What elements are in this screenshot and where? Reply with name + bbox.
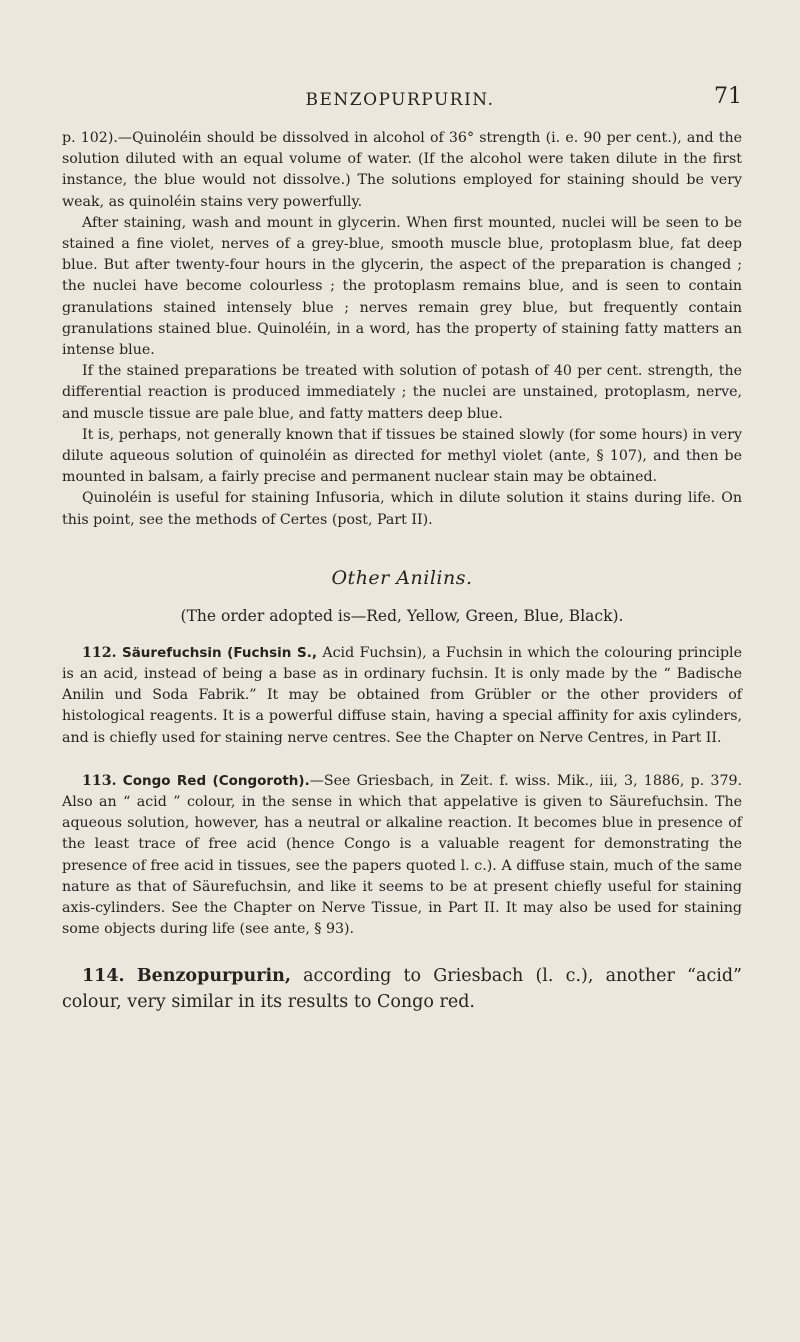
section-114	[62, 963, 742, 1015]
paragraph-potash: If the stained preparations be treated with solution of potash of 40 per cent. strength, the differential reaction is produced immediately ; the nuclei are unstained, protoplasm, nerve, and muscle tissue are pale blue, and fatty matters deep blue.	[62, 363, 742, 422]
paragraph-infusoria: Quinoléin is useful for staining Infusoria, which in dilute solution it stains during life. On this point, see the methods of Certes (post, Part II).	[62, 490, 742, 528]
section-text: —See Griesbach, in Zeit. f. wiss. Mik., iii, 3, 1886, p. 379. Also an “ acid ” colour, in the sense in which that appelative is given to Säurefuchsin. The aqueous solution, however, has a neutral or alkaline reaction. It becomes blue in presence of the least trace of free acid (hence Congo is a valuable reagent for demonstrating the presence of free acid in tissues, see the papers quoted l. c.). A diffuse stain, much of the same nature as that of Säurefuchsin, and like it seems to be at present chiefly useful for staining axis-cylinders. See the Chapter on Nerve Tissue, in Part II. It may also be used for staining some objects during life (see ante, § 93).	[62, 772, 743, 938]
running-title: BENZOPURPURIN.	[305, 90, 495, 110]
section-title: Congo Red (Congoroth).	[122, 772, 310, 789]
page-body	[62, 128, 742, 1015]
section-113	[62, 771, 742, 941]
section-heading: Other Anilins.	[331, 566, 473, 589]
section-113-paragraph	[62, 771, 742, 941]
section-text: according to Griesbach (l. c.), another “acid” colour, very similar in its results to Congo red.	[62, 965, 742, 1012]
page-number: 71	[714, 84, 742, 109]
section-112	[62, 643, 742, 749]
paragraph-after-staining: After staining, wash and mount in glycerin. When first mounted, nuclei will be seen to be stained a fine violet, nerves of a grey-blue, smooth muscle blue, protoplasm blue, fat deep blue. But after twenty-four hours in the glycerin, the aspect of the preparation is changed ; the nuclei have become colourless ; the protoplasm remains blue, and is seen to contain granulations stained intensely blue ; nerves remain grey blue, but frequently contain granulations stained blue. Quinoléin, in a word, has the property of staining fatty matters an intense blue.	[62, 214, 742, 359]
section-subheading: (The order adopted is—Red, Yellow, Green, Blue, Black).	[180, 606, 624, 625]
paragraph-quinolein-solution: p. 102).—Quinoléin should be dissolved in alcohol of 36° strength (i. e. 90 per cent.), and the solution diluted with an equal volume of water. (If the alcohol were taken dilute in the first instance, the blue would not dissolve.) The solutions employed for staining should be very weak, as quinoléin stains very powerfully.	[62, 130, 742, 210]
section-number: 114.	[82, 965, 125, 986]
section-text: Acid Fuchsin), a Fuchsin in which the colouring principle is an acid, instead of being a base as in ordinary fuchsin. It is only made by the “ Badische Anilin und Soda Fabrik.” It may be obtained from Grübler or the other providers of histological reagents. It is a powerful diffuse stain, having a special affinity for axis cylinders, and is chiefly used for staining nerve centres. See the Chapter on Nerve Centres, in Part II.	[62, 644, 742, 746]
paragraph-slow-staining: It is, perhaps, not generally known that if tissues be stained slowly (for some hours) in very dilute aqueous solution of quinoléin as directed for methyl violet (ante, § 107), and then be mounted in balsam, a fairly precise and permanent nuclear stain may be obtained.	[62, 426, 742, 486]
section-114-paragraph	[62, 963, 742, 1015]
section-112-paragraph	[62, 643, 742, 749]
running-head	[0, 84, 800, 118]
section-title: Säurefuchsin (Fuchsin S.,	[121, 644, 317, 661]
section-number: 112.	[82, 644, 117, 661]
section-title: Benzopurpurin,	[136, 965, 291, 986]
section-number: 113.	[82, 772, 117, 789]
